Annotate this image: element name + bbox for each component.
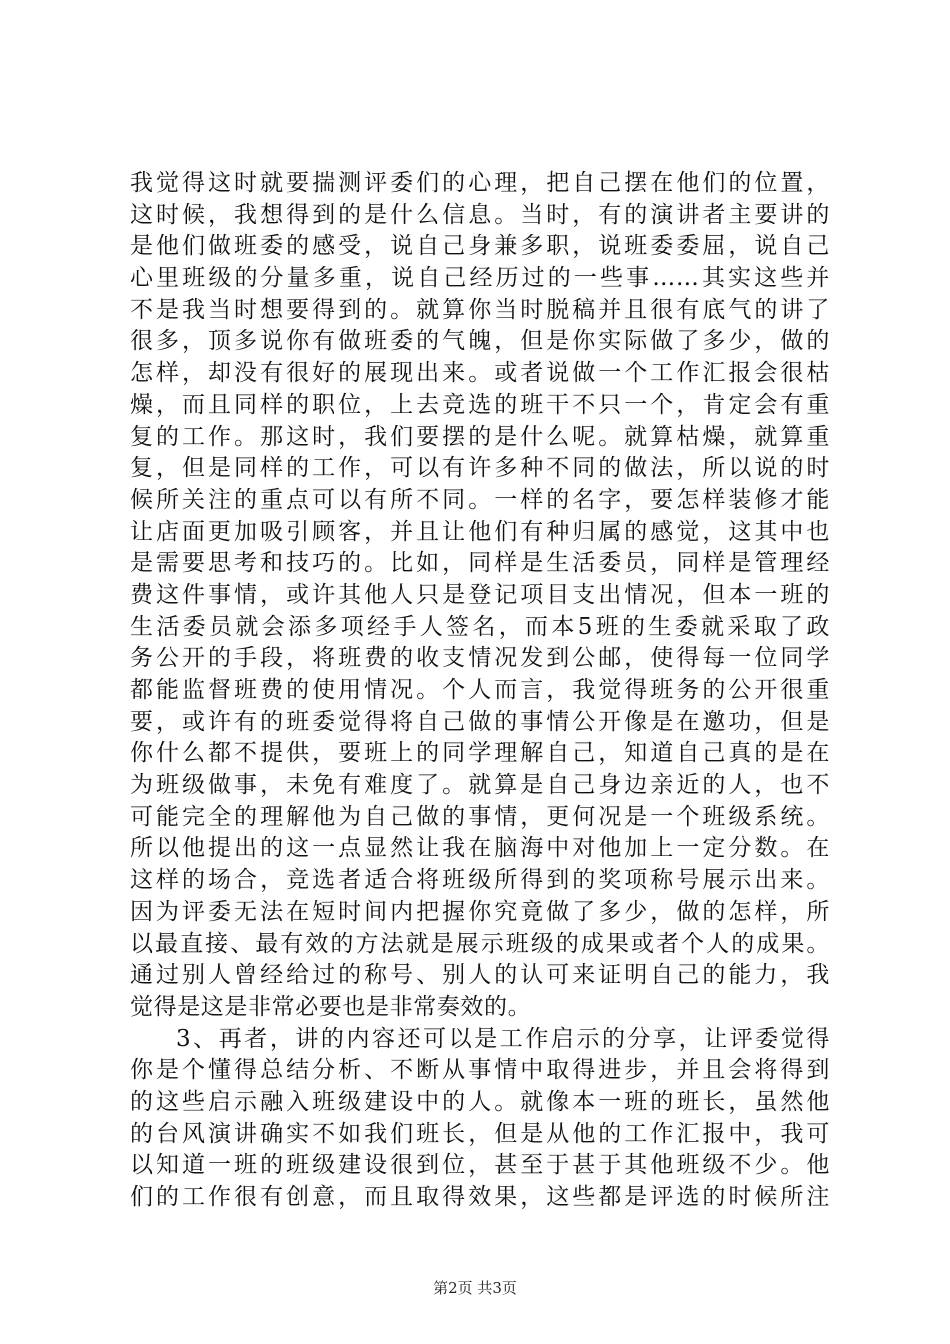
text-line: 务公开的手段，将班费的收支情况发到公邮，使得每一位同学 bbox=[130, 645, 830, 672]
text-line: 是需要思考和技巧的。比如，同样是生活委员，同样是管理经 bbox=[130, 550, 830, 577]
text-line: 可能完全的理解他为自己做的事情，更何况是一个班级系统。 bbox=[130, 803, 830, 830]
text-line: 因为评委无法在短时间内把握你究竟做了多少，做的怎样，所 bbox=[130, 898, 830, 925]
text-line: 不是我当时想要得到的。就算你当时脱稿并且很有底气的讲了 bbox=[130, 296, 830, 323]
text-line: 以最直接、最有效的方法就是展示班级的成果或者个人的成果。 bbox=[130, 930, 830, 957]
text-line: 为班级做事，未免有难度了。就算是自己身边亲近的人，也不 bbox=[130, 772, 830, 799]
text-line: 你什么都不提供，要班上的同学理解自己，知道自己真的是在 bbox=[130, 740, 830, 767]
text-line: 这样的场合，竞选者适合将班级所得到的奖项称号展示出来。 bbox=[130, 867, 830, 894]
text-line: 很多，顶多说你有做班委的气魄，但是你实际做了多少，做的 bbox=[130, 328, 830, 355]
text-line: 复的工作。那这时，我们要摆的是什么呢。就算枯燥，就算重 bbox=[130, 423, 830, 450]
text-line: 通过别人曾经给过的称号、别人的认可来证明自己的能力，我 bbox=[130, 962, 830, 989]
text-line: 费这件事情，或许其他人只是登记项目支出情况，但本一班的 bbox=[130, 581, 830, 608]
text-line: 3、再者，讲的内容还可以是工作启示的分享，让评委觉得 bbox=[176, 1025, 830, 1052]
text-line: 候所关注的重点可以有所不同。一样的名字，要怎样装修才能 bbox=[130, 486, 830, 513]
body-text bbox=[130, 168, 830, 1214]
text-line: 生活委员就会添多项经手人签名，而本5班的生委就采取了政 bbox=[130, 613, 830, 640]
text-line: 怎样，却没有很好的展现出来。或者说做一个工作汇报会很枯 bbox=[130, 360, 830, 387]
page-number-footer: 第2页 共3页 bbox=[433, 1279, 517, 1297]
text-line: 所以他提出的这一点显然让我在脑海中对他加上一定分数。在 bbox=[130, 835, 830, 862]
text-line: 的这些启示融入班级建设中的人。就像本一班的班长，虽然他 bbox=[130, 1088, 830, 1115]
text-line: 我觉得这时就要揣测评委们的心理，把自己摆在他们的位置， bbox=[130, 170, 830, 196]
text-line: 是他们做班委的感受，说自己身兼多职，说班委委屈，说自己 bbox=[130, 233, 830, 260]
text-line: 心里班级的分量多重，说自己经历过的一些事……其实这些并 bbox=[130, 265, 830, 292]
text-line: 的台风演讲确实不如我们班长，但是从他的工作汇报中，我可 bbox=[130, 1120, 830, 1147]
text-line: 以知道一班的班级建设很到位，甚至于甚于其他班级不少。他 bbox=[130, 1152, 830, 1179]
text-line: 燥，而且同样的职位，上去竞选的班干不只一个，肯定会有重 bbox=[130, 391, 830, 418]
text-line: 让店面更加吸引顾客，并且让他们有种归属的感觉，这其中也 bbox=[130, 518, 830, 545]
text-line: 们的工作很有创意，而且取得效果，这些都是评选的时候所注 bbox=[130, 1184, 830, 1210]
text-line: 觉得是这是非常必要也是非常奏效的。 bbox=[130, 993, 532, 1020]
text-line: 你是个懂得总结分析、不断从事情中取得进步，并且会将得到 bbox=[130, 1057, 830, 1084]
text-line: 这时候，我想得到的是什么信息。当时，有的演讲者主要讲的 bbox=[130, 201, 830, 228]
text-line: 要，或许有的班委觉得将自己做的事情公开像是在邀功，但是 bbox=[130, 708, 830, 735]
text-line: 复，但是同样的工作，可以有许多种不同的做法，所以说的时 bbox=[130, 455, 830, 482]
text-line: 都能监督班费的使用情况。个人而言，我觉得班务的公开很重 bbox=[130, 677, 830, 703]
